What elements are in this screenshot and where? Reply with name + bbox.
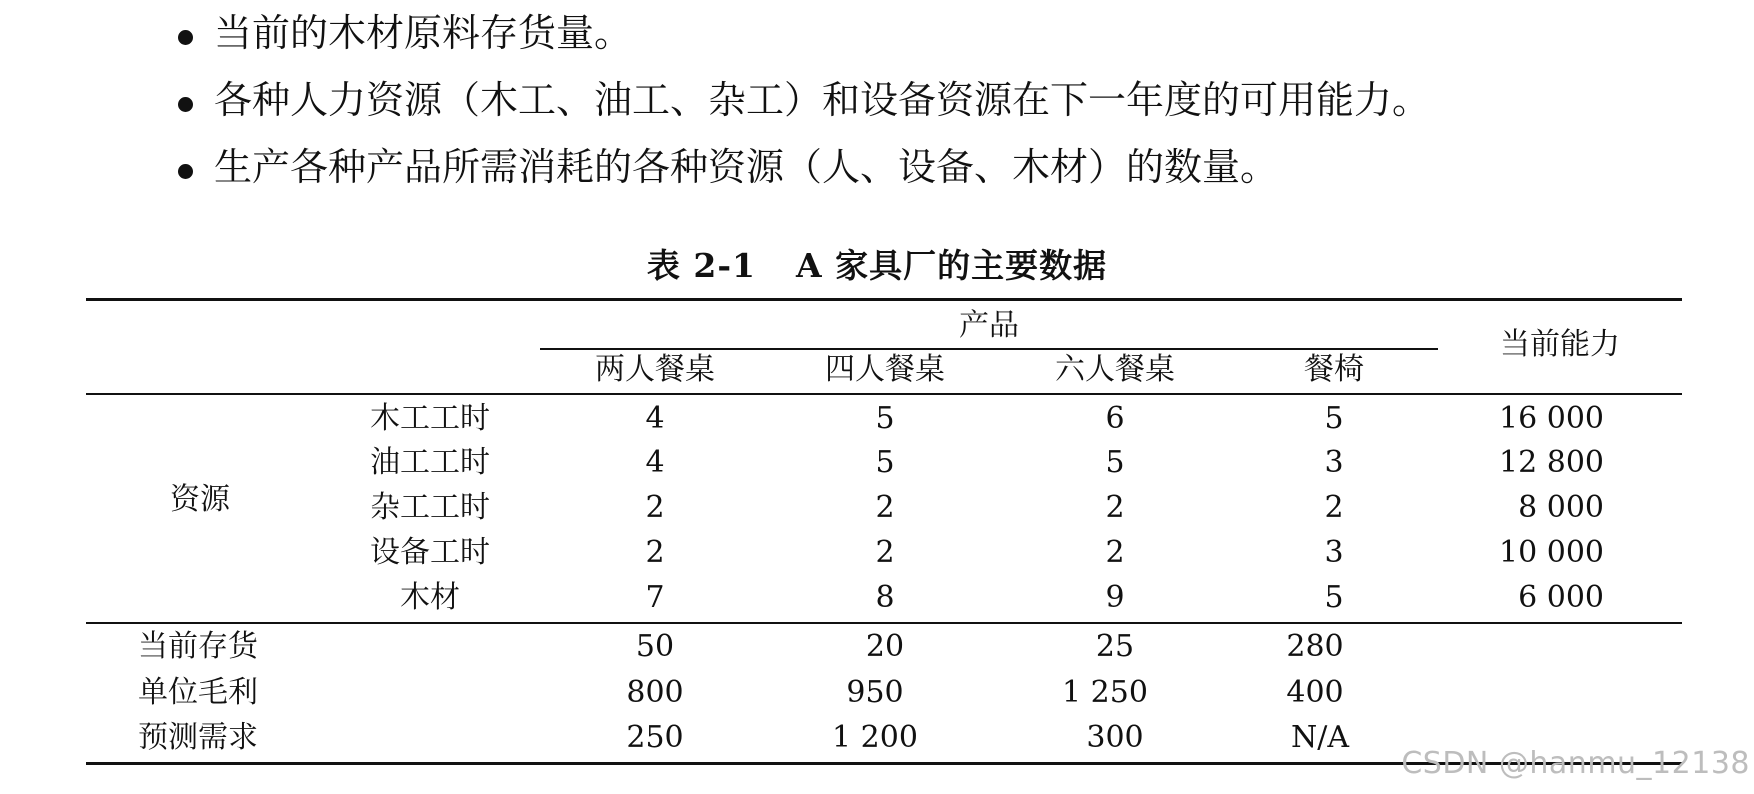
capacity-cell: 6 000	[1518, 580, 1604, 615]
resource-bottom-rule	[86, 622, 1682, 624]
table-cell: 5	[1324, 401, 1344, 436]
table-cell: 8	[875, 580, 895, 615]
bullet-item	[170, 71, 1690, 138]
row-label: 预测需求	[138, 720, 258, 755]
table-cell: 4	[645, 401, 665, 436]
table-cell: 7	[645, 580, 665, 615]
table-cell: 5	[1105, 445, 1125, 480]
bullet-text: 当前的木材原料存货量。	[214, 11, 633, 55]
table-cell: 3	[1324, 535, 1344, 570]
table-number: 表 2-1	[646, 246, 756, 285]
row-label: 木工工时	[370, 401, 490, 436]
header-column: 餐椅	[1304, 352, 1364, 387]
table-cell: 280	[1286, 629, 1344, 664]
table-title: A 家具厂的主要数据	[796, 246, 1108, 285]
bullet-list	[170, 4, 1690, 205]
table-cell: 20	[865, 629, 905, 664]
bullet-text: 生产各种产品所需消耗的各种资源（人、设备、木材）的数量。	[214, 145, 1279, 189]
table-cell: 2	[1105, 490, 1125, 525]
row-label: 油工工时	[370, 445, 490, 480]
capacity-cell: 16 000	[1499, 401, 1604, 436]
table-cell: 5	[875, 445, 895, 480]
watermark: CSDN @hanmu_12138	[1401, 746, 1750, 781]
table-cell: 2	[645, 490, 665, 525]
table-cell: 5	[875, 401, 895, 436]
table-cell: 2	[645, 535, 665, 570]
table-cell: 950	[846, 675, 904, 710]
table-cell: 2	[875, 490, 895, 525]
header-column: 六人餐桌	[1055, 352, 1175, 387]
table-cell: 800	[626, 675, 684, 710]
row-label: 杂工工时	[370, 490, 490, 525]
bullet-dot-icon	[178, 97, 193, 112]
row-label: 木材	[400, 580, 460, 615]
table-cell: 1 200	[832, 720, 918, 755]
table-cell: 2	[1105, 535, 1125, 570]
capacity-cell: 10 000	[1499, 535, 1604, 570]
table-cell: 5	[1324, 580, 1344, 615]
header-product-group: 产品	[959, 308, 1019, 343]
row-label: 设备工时	[370, 535, 490, 570]
table-cell: N/A	[1290, 720, 1350, 755]
bullet-item	[170, 138, 1690, 205]
bullet-text: 各种人力资源（木工、油工、杂工）和设备资源在下一年度的可用能力。	[214, 78, 1431, 122]
capacity-cell: 8 000	[1518, 490, 1604, 525]
bullet-dot-icon	[178, 164, 193, 179]
table-cell: 25	[1095, 629, 1135, 664]
table-cell: 6	[1105, 401, 1125, 436]
table-cell: 2	[1324, 490, 1344, 525]
header-column: 四人餐桌	[825, 352, 945, 387]
table-cell: 50	[635, 629, 675, 664]
table-cell: 1 250	[1062, 675, 1148, 710]
row-label: 当前存货	[138, 629, 258, 664]
table-cell: 400	[1286, 675, 1344, 710]
table-cell: 9	[1105, 580, 1125, 615]
bullet-dot-icon	[178, 30, 193, 45]
table-cell: 300	[1086, 720, 1144, 755]
capacity-cell: 12 800	[1499, 445, 1604, 480]
table-cell: 2	[875, 535, 895, 570]
resource-group-label: 资源	[170, 482, 230, 517]
table-caption	[0, 240, 1754, 287]
row-label: 单位毛利	[138, 675, 258, 710]
header-column: 两人餐桌	[595, 352, 715, 387]
header-current-capacity: 当前能力	[1500, 327, 1620, 362]
table-cell: 4	[645, 445, 665, 480]
header-bottom-rule	[86, 393, 1682, 395]
table-cell: 3	[1324, 445, 1344, 480]
table-cell: 250	[626, 720, 684, 755]
top-rule	[86, 298, 1682, 301]
bullet-item	[170, 4, 1690, 71]
